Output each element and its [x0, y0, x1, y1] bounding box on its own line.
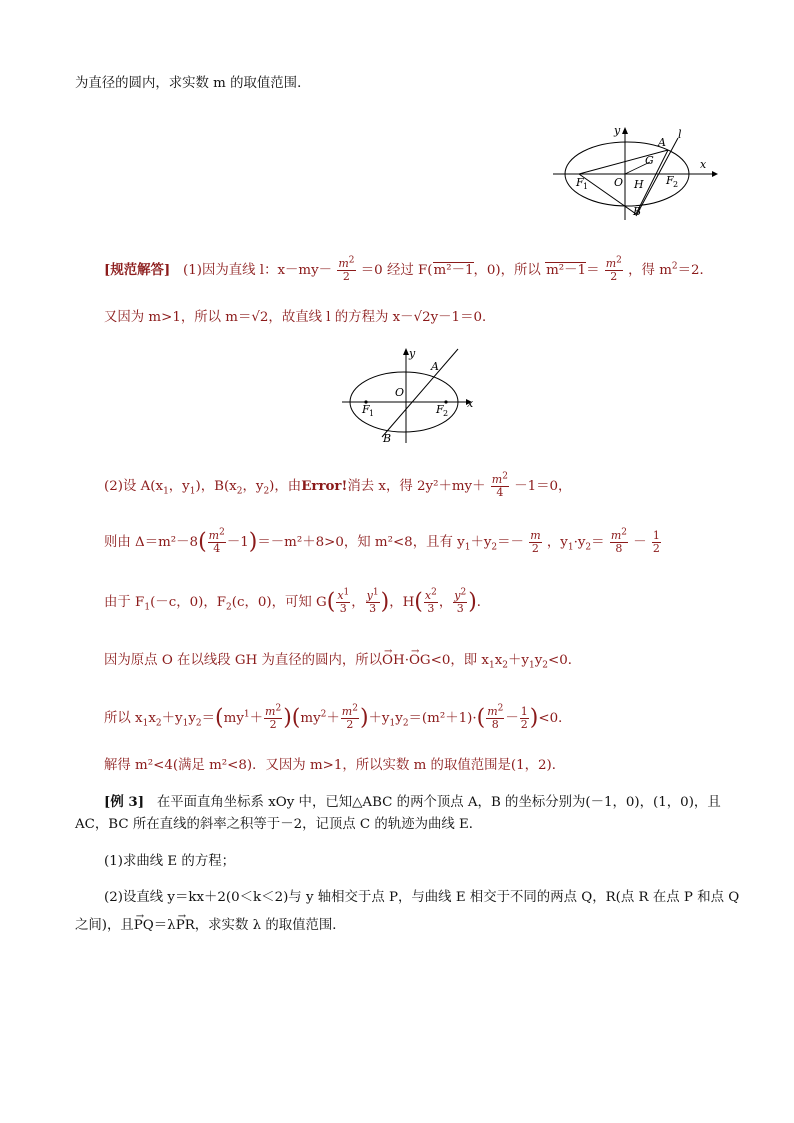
fig2-label-o: O [395, 386, 405, 399]
fig2-label-y: y [409, 347, 416, 360]
fig2-label-x: x [467, 397, 474, 410]
fig1-label-f2-sub: 2 [673, 180, 679, 189]
ellipse-figure-2 [340, 345, 480, 445]
fig2-label-f1-sub: 1 [369, 409, 375, 418]
example3-tag: [例 3] [104, 794, 145, 810]
fig1-label-o: O [614, 176, 624, 189]
solution-line-7: 所以 $x_1x_2+y_1y_2=(my^1+$ $\frac{m^2}{2}$ )($my^2+$ $\frac{m^2}{2}$ )$+y_1y_2=(m^2+1)\cdot$( $\frac{m^2}{8}$ － $\frac{1}{2}$ )<0． [104, 703, 572, 731]
fig2-label-f2-sub: 2 [443, 409, 449, 418]
fig2-label-f1: F [362, 403, 370, 416]
fig1-label-f1-sub: 1 [583, 182, 589, 191]
ellipse-figure-1 [550, 122, 720, 222]
fig1-label-b: B [633, 205, 642, 218]
fig1-label-g: G [645, 154, 654, 167]
example3-question-1: (1)求曲线 E 的方程； [104, 854, 235, 869]
fig2-label-a: A [431, 360, 439, 373]
fig2-label-b: B [383, 432, 392, 445]
solution-tag: [规范解答] [104, 262, 171, 278]
fig1-label-h: H [634, 178, 644, 191]
fig2-label-f2: F [436, 403, 444, 416]
solution-line-4: 则由 Δ＝m²－8( $\frac{m^2}{4}$ －1)＝－m²＋8>0，知 m²<8，且有 $y_1+y_2=-$ $\frac{m}{2}$ ，$y_1\cdot y_2=$ $\frac{m^2}{8}$ － $\frac{1}{2}$ [104, 527, 660, 555]
fig1-label-f2: F [666, 174, 674, 187]
fig1-label-x: x [700, 158, 707, 171]
example3-question-2-cont: 之间)，且→ PQ＝λ→ PR，求实数 λ 的取值范围． [75, 916, 346, 936]
example3-line-2: AC，BC 所在直线的斜率之积等于－2，记顶点 C 的轨迹为曲线 E． [75, 817, 483, 832]
solution-line-2: 又因为 m>1，所以 m＝√2，故直线 l 的方程为 x－√2y－1＝0． [104, 310, 496, 325]
fig1-label-l: l [678, 128, 682, 141]
solution-line-6: 因为原点 O 在以线段 GH 为直径的圆内，所以→ OH·→ OG<0，即 $x_1x_2+y_1y_2<0$． [104, 651, 581, 671]
solution-line-5: 由于 $F_1(-c$，0)，$F_2(c$，0)，可知 G( $\frac{x^1}{3}$ ， $\frac{y^1}{3}$ )，H( $\frac{x^2}{3}$ ， $\frac{y^2}{3}$ )． [104, 587, 491, 615]
example3-line-1: [例 3] 在平面直角坐标系 xOy 中，已知△ABC 的两个顶点 A，B 的坐标分别为(－1，0)，(1，0)，且 [104, 794, 721, 810]
solution-line-8: 解得 m²<4(满足 m²<8)．又因为 m>1，所以实数 m 的取值范围是(1，2)． [104, 758, 566, 773]
intro-line: 为直径的圆内，求实数 m 的取值范围． [75, 76, 311, 91]
fig1-label-y: y [614, 124, 621, 137]
fig1-label-a: A [658, 136, 666, 149]
fig1-label-f1: F [576, 176, 584, 189]
example3-question-2: (2)设直线 y＝kx＋2(0＜k＜2)与 y 轴相交于点 P，与曲线 E 相交于不同的两点 Q，R(点 R 在点 P 和点 Q [104, 890, 740, 905]
solution-line-1: [规范解答] (1)因为直线 l：x－my－ $\frac{m^2}{2}$ ＝0 经过 F(m²－1，0)，所以 m²－1＝ $\frac{m^2}{2}$ ，得 $m^2=2$． [104, 255, 713, 283]
solution-line-3: (2)设 $A(x_1$，$y_1$)，$B(x_2$，$y_2$)，由Error!消去 x，得 2y²＋my＋ $\frac{m^2}{4}$ －1＝0， [104, 471, 572, 499]
